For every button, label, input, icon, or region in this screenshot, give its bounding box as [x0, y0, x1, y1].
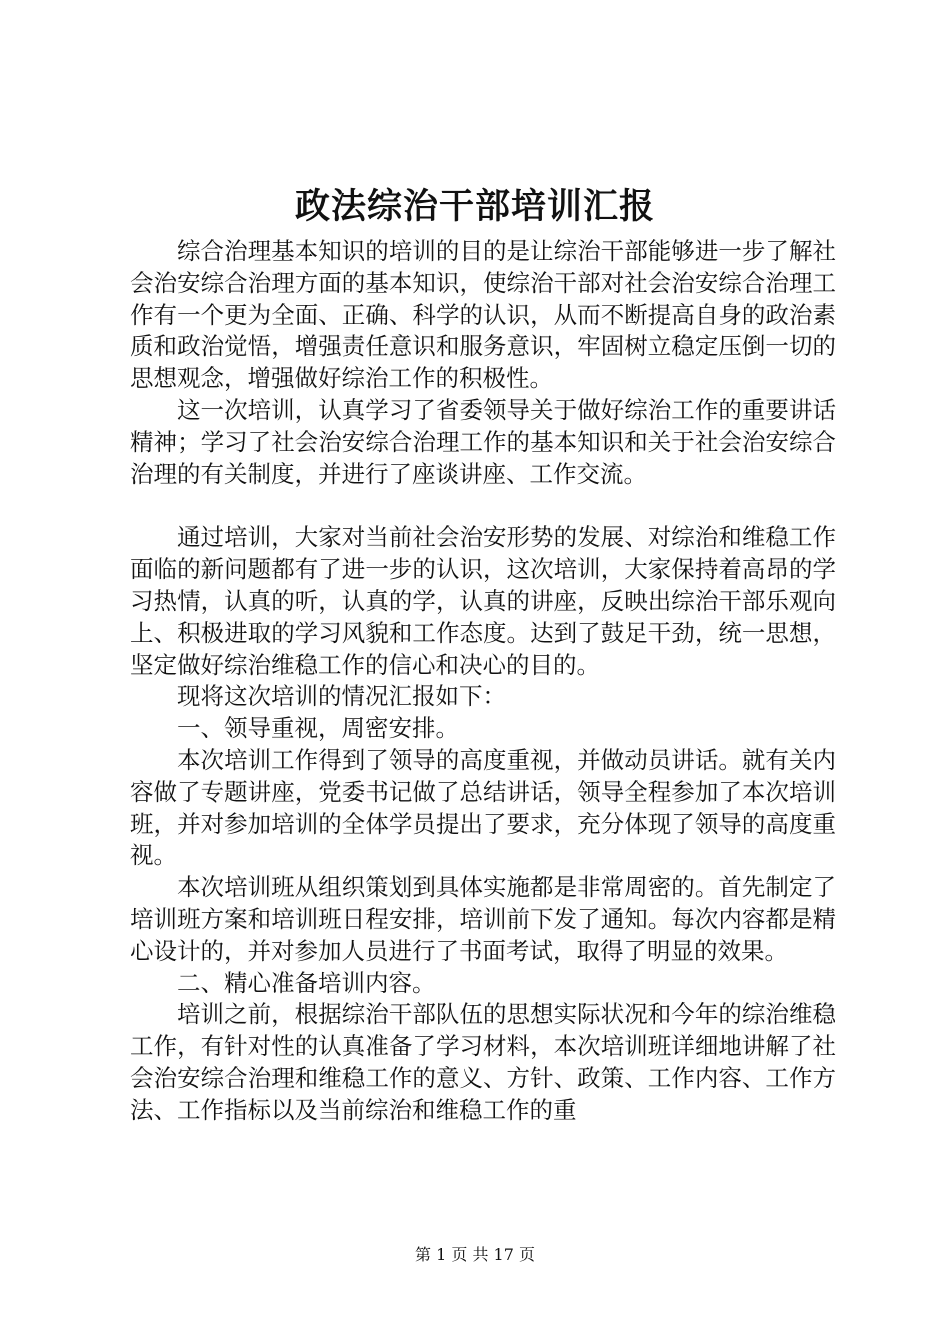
document-body: [130, 236, 836, 1127]
paragraph-study-content: 这一次培训，认真学习了省委领导关于做好综治工作的重要讲话精神；学习了社会治安综合治理工作的基本知识和关于社会治安综合治理的有关制度，并进行了座谈讲座、工作交流。: [130, 395, 836, 488]
paragraph-spacer: [130, 490, 836, 522]
paragraph-outcome: 通过培训，大家对当前社会治安形势的发展、对综治和维稳工作面临的新问题都有了进一步的认识，这次培训，大家保持着高昂的学习热情，认真的听，认真的学，认真的讲座，反映出综治干部乐观向上、积极进取的学习风貌和工作态度。达到了鼓足干劲，统一思想，坚定做好综治维稳工作的信心和决心的目的。: [130, 523, 836, 679]
paragraph-report-intro: 现将这次培训的情况汇报如下：: [177, 682, 506, 711]
paragraph-organization: 本次培训班从组织策划到具体实施都是非常周密的。首先制定了培训班方案和培训班日程安排，培训前下发了通知。每次内容都是精心设计的，并对参加人员进行了书面考试，取得了明显的效果。: [130, 873, 836, 965]
section-heading-two: 二、精心准备培训内容。: [177, 968, 436, 997]
page-footer: 第 1 页 共 17 页: [415, 1245, 535, 1264]
paragraph-purpose: 综合治理基本知识的培训的目的是让综治干部能够进一步了解社会治安综合治理方面的基本知识，使综治干部对社会治安综合治理工作有一个更为全面、正确、科学的认识，从而不断提高自身的政治素质和政治觉悟，增强责任意识和服务意识，牢固树立稳定压倒一切的思想观念，增强做好综治工作的积极性。: [130, 237, 836, 393]
paragraph-leadership: 本次培训工作得到了领导的高度重视，并做动员讲话。就有关内容做了专题讲座，党委书记做了总结讲话，领导全程参加了本次培训班，并对参加培训的全体学员提出了要求，充分体现了领导的高度重视。: [130, 745, 836, 870]
paragraph-preparation: 培训之前，根据综治干部队伍的思想实际状况和今年的综治维稳工作，有针对性的认真准备了学习材料，本次培训班详细地讲解了社会治安综合治理和维稳工作的意义、方针、政策、工作内容、工作方法、工作指标以及当前综治和维稳工作的重: [130, 1000, 836, 1124]
document-title: 政法综治干部培训汇报: [294, 187, 655, 227]
section-heading-one: 一、领导重视，周密安排。: [177, 714, 459, 743]
